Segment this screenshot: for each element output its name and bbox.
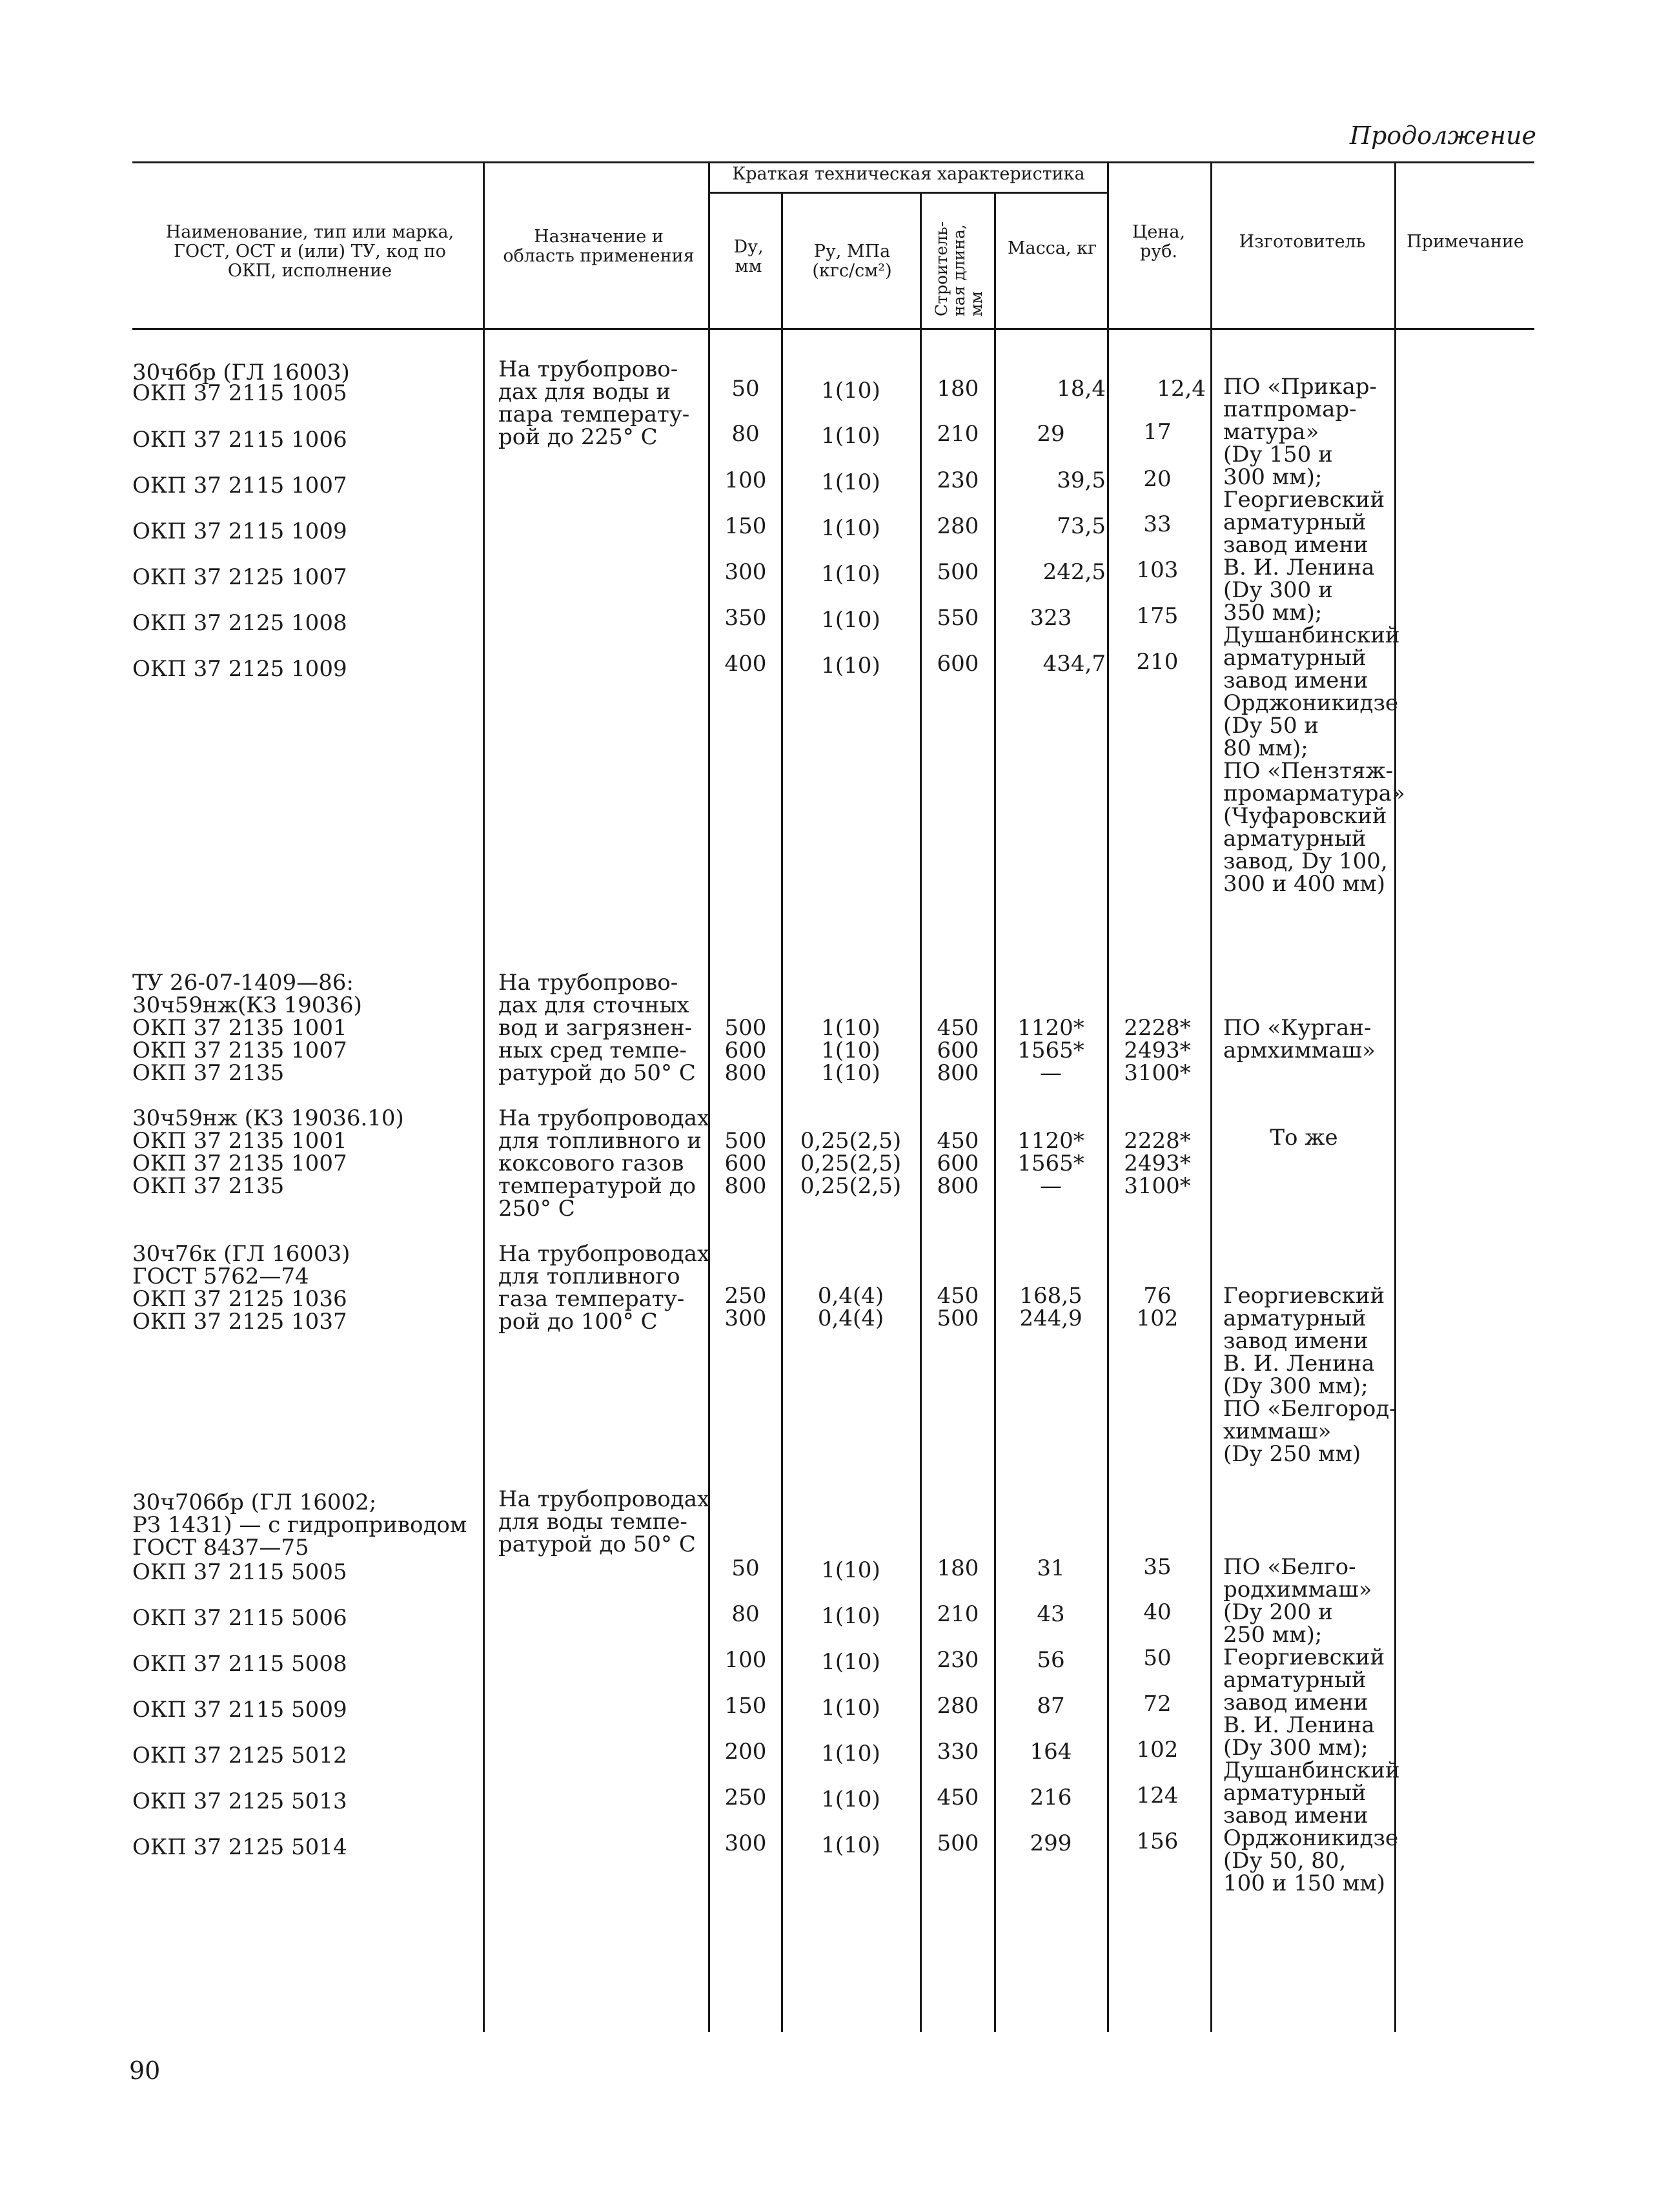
mass-cell: 87 xyxy=(1037,1693,1065,1719)
price-cell: 40 xyxy=(1143,1599,1172,1625)
py-cell: 1(10) xyxy=(821,515,880,541)
header-name: Наименование, тип или марка, ГОСТ, ОСТ и (или) ТУ, код по ОКП, исполнение xyxy=(165,222,454,281)
group-3-name: 30ч59нж (КЗ 19036.10) ОКП 37 2135 1001 ОКП 37 2135 1007 ОКП 37 2135 xyxy=(132,1105,404,1199)
py-cell: 1(10) xyxy=(821,1832,880,1858)
dy-cell: 50 xyxy=(731,1555,760,1581)
length-cell: 180 xyxy=(937,376,979,402)
price-cell: 12,4 xyxy=(1157,376,1206,402)
dy-cell: 50 xyxy=(731,376,760,402)
price-cell: 72 xyxy=(1143,1691,1172,1717)
header-tech-group: Краткая техническая характеристика xyxy=(732,164,1085,184)
price-cell: 17 xyxy=(1143,419,1172,445)
mass-cell: 31 xyxy=(1037,1555,1065,1581)
dy-cell: 400 xyxy=(724,651,767,677)
py-cell: 1(10) xyxy=(821,653,880,679)
price-cell: 175 xyxy=(1136,603,1179,629)
price-cell: 210 xyxy=(1136,649,1179,675)
table-row: ОКП 37 2115 1007 xyxy=(132,473,347,498)
dy-cell: 300 xyxy=(724,559,767,585)
price-cell: 156 xyxy=(1136,1828,1179,1854)
price-cell: 50 xyxy=(1143,1645,1172,1671)
continuation-label: Продолжение xyxy=(1349,121,1536,150)
table-row: ОКП 37 2125 5014 xyxy=(132,1834,347,1860)
length-cell: 210 xyxy=(937,421,979,447)
py-cell: 1(10) xyxy=(821,1649,880,1675)
py-cell: 1(10) xyxy=(821,1557,880,1583)
header-length: Строитель- ная длина, мм xyxy=(932,221,986,316)
mass-cell: 43 xyxy=(1037,1601,1065,1627)
group-4-purpose: На трубопроводах для топливного газа температу- рой до 100° С xyxy=(498,1241,710,1335)
table-row: ОКП 37 2125 1007 xyxy=(132,564,347,590)
mass-cell: 216 xyxy=(1030,1785,1072,1810)
group-5-maker: ПО «Белго- родхиммаш» (Dу 200 и 250 мм); Георгиевский арматурный завод имени В. И. Ленина (Dу 300 мм); Душанбинский арматурный завод имени Орджоникидзе (Dу 50, 80, 100 и 150 мм) xyxy=(1223,1554,1400,1896)
py-cell: 1(10) 1(10) 1(10) xyxy=(821,1015,880,1086)
dy-cell: 150 xyxy=(724,513,767,539)
py-cell: 1(10) xyxy=(821,423,880,449)
page-number: 90 xyxy=(129,2056,161,2085)
group-2-purpose: На трубопрово- дах для сточных вод и загрязнен- ных сред темпе- ратурой до 50° С xyxy=(498,970,696,1086)
price-cell: 33 xyxy=(1143,511,1172,537)
price-cell: 2228* 2493* 3100* xyxy=(1124,1128,1191,1199)
table-row: ОКП 37 2125 5012 xyxy=(132,1743,347,1768)
length-cell: 230 xyxy=(937,467,979,493)
table-row: ОКП 37 2125 1008 xyxy=(132,610,347,636)
price-cell: 76 102 xyxy=(1136,1283,1179,1331)
length-cell: 280 xyxy=(937,513,979,539)
dy-cell: 500 600 800 xyxy=(724,1015,767,1086)
price-cell: 2228* 2493* 3100* xyxy=(1124,1015,1191,1086)
length-cell: 450 600 800 xyxy=(937,1128,979,1199)
table-row: ОКП 37 2115 1006 xyxy=(132,427,347,453)
py-cell: 1(10) xyxy=(821,1787,880,1812)
dy-cell: 500 600 800 xyxy=(724,1128,767,1199)
mass-cell: 56 xyxy=(1037,1647,1065,1673)
py-cell: 1(10) xyxy=(821,561,880,587)
dy-cell: 150 xyxy=(724,1693,767,1719)
header-price: Цена, руб. xyxy=(1132,222,1186,261)
price-cell: 35 xyxy=(1143,1554,1172,1580)
table-row: ОКП 37 2115 1009 xyxy=(132,518,347,544)
table-row: ОКП 37 2125 1009 xyxy=(132,656,347,682)
group-3-maker: То же xyxy=(1270,1125,1338,1151)
price-cell: 103 xyxy=(1136,557,1179,583)
length-cell: 600 xyxy=(937,651,979,677)
header-bottom-rule xyxy=(132,328,1534,330)
group-5-name: 30ч706бр (ГЛ 16002; РЗ 1431) — с гидроприводом ГОСТ 8437—75 xyxy=(132,1490,467,1561)
py-cell: 1(10) xyxy=(821,1603,880,1629)
dy-cell: 100 xyxy=(724,1647,767,1673)
mass-cell: 39,5 xyxy=(1057,467,1106,493)
length-cell: 550 xyxy=(937,605,979,631)
table-row: ОКП 37 2115 5008 xyxy=(132,1651,347,1677)
dy-cell: 350 xyxy=(724,605,767,631)
py-cell: 0,25(2,5) 0,25(2,5) 0,25(2,5) xyxy=(800,1128,902,1199)
length-cell: 450 600 800 xyxy=(937,1015,979,1086)
mass-cell: 18,4 xyxy=(1057,376,1106,402)
header-dy: Dу, мм xyxy=(733,237,764,276)
group-3-purpose: На трубопроводах для топливного и коксового газов температурой до 250° С xyxy=(498,1105,710,1222)
py-cell: 0,4(4) 0,4(4) xyxy=(817,1283,884,1331)
length-cell: 330 xyxy=(937,1739,979,1765)
dy-cell: 250 xyxy=(724,1785,767,1810)
header-maker: Изготовитель xyxy=(1239,232,1366,252)
length-cell: 500 xyxy=(937,1830,979,1856)
mass-cell: 29 xyxy=(1037,421,1065,447)
py-cell: 1(10) xyxy=(821,1695,880,1721)
header-mass: Масса, кг xyxy=(1007,238,1097,258)
length-cell: 500 xyxy=(937,559,979,585)
table-top-rule xyxy=(132,161,1534,163)
mass-cell: 164 xyxy=(1030,1739,1072,1765)
group-4-maker: Георгиевский арматурный завод имени В. И. Ленина (Dу 300 мм); ПО «Белгород- химмаш» (Dу 250 мм) xyxy=(1223,1283,1397,1467)
mass-cell: 1120* 1565* — xyxy=(1017,1128,1084,1199)
length-cell: 280 xyxy=(937,1693,979,1719)
length-cell: 180 xyxy=(937,1555,979,1581)
length-cell: 450 500 xyxy=(937,1283,979,1331)
price-cell: 124 xyxy=(1136,1783,1179,1808)
group-2-name: ТУ 26-07-1409—86: 30ч59нж(КЗ 19036) ОКП 37 2135 1001 ОКП 37 2135 1007 ОКП 37 2135 xyxy=(132,970,362,1086)
header-note: Примечание xyxy=(1407,232,1524,252)
group-1-purpose: На трубопрово- дах для воды и пара температу- рой до 225° С xyxy=(498,356,690,450)
group-5-purpose: На трубопроводах для воды темпе- ратурой до 50° С xyxy=(498,1486,710,1557)
table-row: ОКП 37 2115 5005 xyxy=(132,1559,347,1585)
group-1-name: 30ч6бр (ГЛ 16003) xyxy=(132,360,350,385)
header-py: Pу, МПа (кгс/см²) xyxy=(812,241,892,281)
header-purpose: Назначение и область применения xyxy=(503,227,695,266)
dy-cell: 80 xyxy=(731,421,760,447)
mass-cell: 299 xyxy=(1030,1830,1072,1856)
length-cell: 230 xyxy=(937,1647,979,1673)
length-cell: 450 xyxy=(937,1785,979,1810)
mass-cell: 242,5 xyxy=(1042,559,1106,585)
group-2-maker: ПО «Курган- армхиммаш» xyxy=(1223,1015,1376,1063)
group-4-name: 30ч76к (ГЛ 16003) ГОСТ 5762—74 ОКП 37 2125 1036 ОКП 37 2125 1037 xyxy=(132,1241,351,1335)
table-row: ОКП 37 2115 5006 xyxy=(132,1605,347,1631)
table-row: ОКП 37 2115 5009 xyxy=(132,1697,347,1723)
dy-cell: 250 300 xyxy=(724,1283,767,1331)
length-cell: 210 xyxy=(937,1601,979,1627)
group-1-maker: ПО «Прикар- патпромар- матура» (Dу 150 и 300 мм); Георгиевский арматурный завод имени В. И. Ленина (Dу 300 и 350 мм); Душанбинский арматурный завод имени Орджоникидзе (Dу 50 и 80 мм); ПО «Пензтяж- промарматура» (Чуфаровский арматурный завод, Dу 100, 300 и 400 мм) xyxy=(1223,374,1405,897)
py-cell: 1(10) xyxy=(821,1741,880,1767)
dy-cell: 80 xyxy=(731,1601,760,1627)
col-rule-1 xyxy=(483,163,485,2032)
mass-cell: 1120* 1565* — xyxy=(1017,1015,1084,1086)
tech-group-rule xyxy=(708,192,1107,194)
price-cell: 102 xyxy=(1136,1737,1179,1763)
py-cell: 1(10) xyxy=(821,469,880,495)
dy-cell: 100 xyxy=(724,467,767,493)
py-cell: 1(10) xyxy=(821,378,880,404)
table-row: ОКП 37 2125 5013 xyxy=(132,1788,347,1814)
price-cell: 20 xyxy=(1143,466,1172,492)
dy-cell: 300 xyxy=(724,1830,767,1856)
mass-cell: 323 xyxy=(1030,605,1072,631)
py-cell: 1(10) xyxy=(821,607,880,633)
mass-cell: 168,5 244,9 xyxy=(1019,1283,1082,1331)
col-rule-7 xyxy=(1210,163,1212,2032)
mass-cell: 73,5 xyxy=(1057,513,1106,539)
table-row: ОКП 37 2115 1005 xyxy=(132,380,347,406)
mass-cell: 434,7 xyxy=(1042,651,1106,677)
dy-cell: 200 xyxy=(724,1739,767,1765)
